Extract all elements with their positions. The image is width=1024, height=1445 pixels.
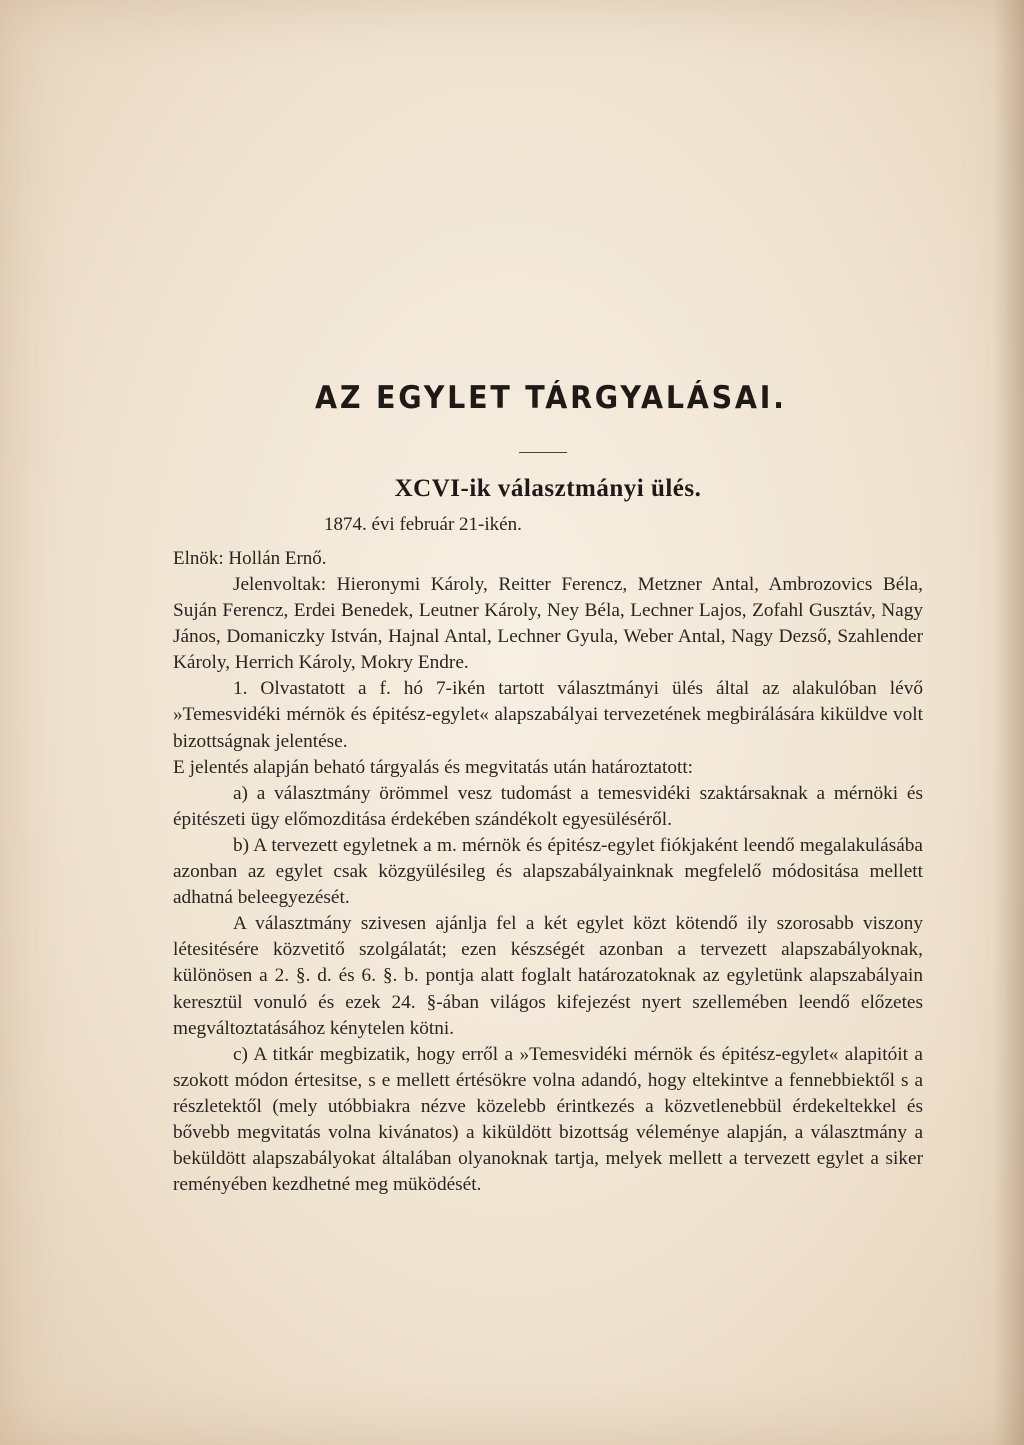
paragraph-resolution-b-continued: A választmány szivesen ajánlja fel a két egylet közt kötendő ily szorosabb viszony létesitésére közvetitő szolgálatát; ezen készségét azonban a tervezett alapszabályoknak, különösen a 2. §. d. és 6. §. b. pontja alatt foglalt határozatoknak az egyletünk alapszabályain keresztül vonuló és ezek 24. §-ában világos kifejezést nyert szellemében leendő előzetes megváltoztatásához kénytelen kötni. — [173, 913, 923, 1039]
paragraph-resolution-c: c) A titkár megbizatik, hogy erről a »Temesvidéki mérnök és épitész-egylet« alapitóit a szokott módon értesitse, s e mellett értésökre volna adandó, hogy eltekintve a fennebbiektől s a részletektől (mely utóbbiakra nézve közelebb érintkezés a közvetlenebbül érdekeltekkel és bővebb megvitatás volna kivánatos) a kiküldött bizottság véleménye alapján, a választmány a beküldött alapszabályokat általában olyanoknak tartja, melyek mellett a tervezett egylet a siker reményében kezdhetné meg müködését. — [173, 1043, 923, 1196]
main-title: AZ EGYLET TÁRGYALÁSAI. — [315, 380, 787, 416]
chair-line: Elnök: Hollán Ernő. — [173, 548, 327, 569]
session-date: 1874. évi február 21-ikén. — [324, 514, 522, 535]
session-title: XCVI-ik választmányi ülés. — [394, 475, 702, 502]
page-edge-shadow — [994, 0, 1024, 1445]
paragraph-item-1: 1. Olvastatott a f. hó 7-ikén tartott választmányi ülés által az alakulóban lévő »Temesvidéki mérnök és épitész-egylet« alapszabályai tervezetének megbirálására kiküldve volt bizottságnak jelentése. — [173, 678, 923, 752]
paragraph-resolution-intro: E jelentés alapján beható tárgyalás és megvitatás után határoztatott: — [173, 756, 694, 778]
paragraph-resolution-b: b) A tervezett egyletnek a m. mérnök és épitész-egylet fiókjaként leendő megalakulásába azonban az egylet csak közgyülésileg és alapszabályainknak megfelelő módositása mellett adhatná beleegyezését. — [173, 834, 923, 909]
body-text — [173, 572, 923, 1198]
paragraph-resolution-a: a) a választmány örömmel vesz tudomást a temesvidéki szaktársaknak a mérnöki és épitészeti ügy előmozditása érdekében szándékolt egyesüléséről. — [173, 782, 923, 830]
paragraph-attendees: Jelenvoltak: Hieronymi Károly, Reitter Ferencz, Metzner Antal, Ambrozovics Béla, Suján Ferencz, Erdei Benedek, Leutner Károly, Ney Béla, Lechner Lajos, Zofahl Gusztáv, Nagy János, Domaniczky István, Hajnal Antal, Lechner Gyula, Weber Antal, Nagy Dezső, Szahlender Károly, Herrich Károly, Mokry Endre. — [173, 574, 923, 674]
title-divider — [519, 452, 567, 453]
